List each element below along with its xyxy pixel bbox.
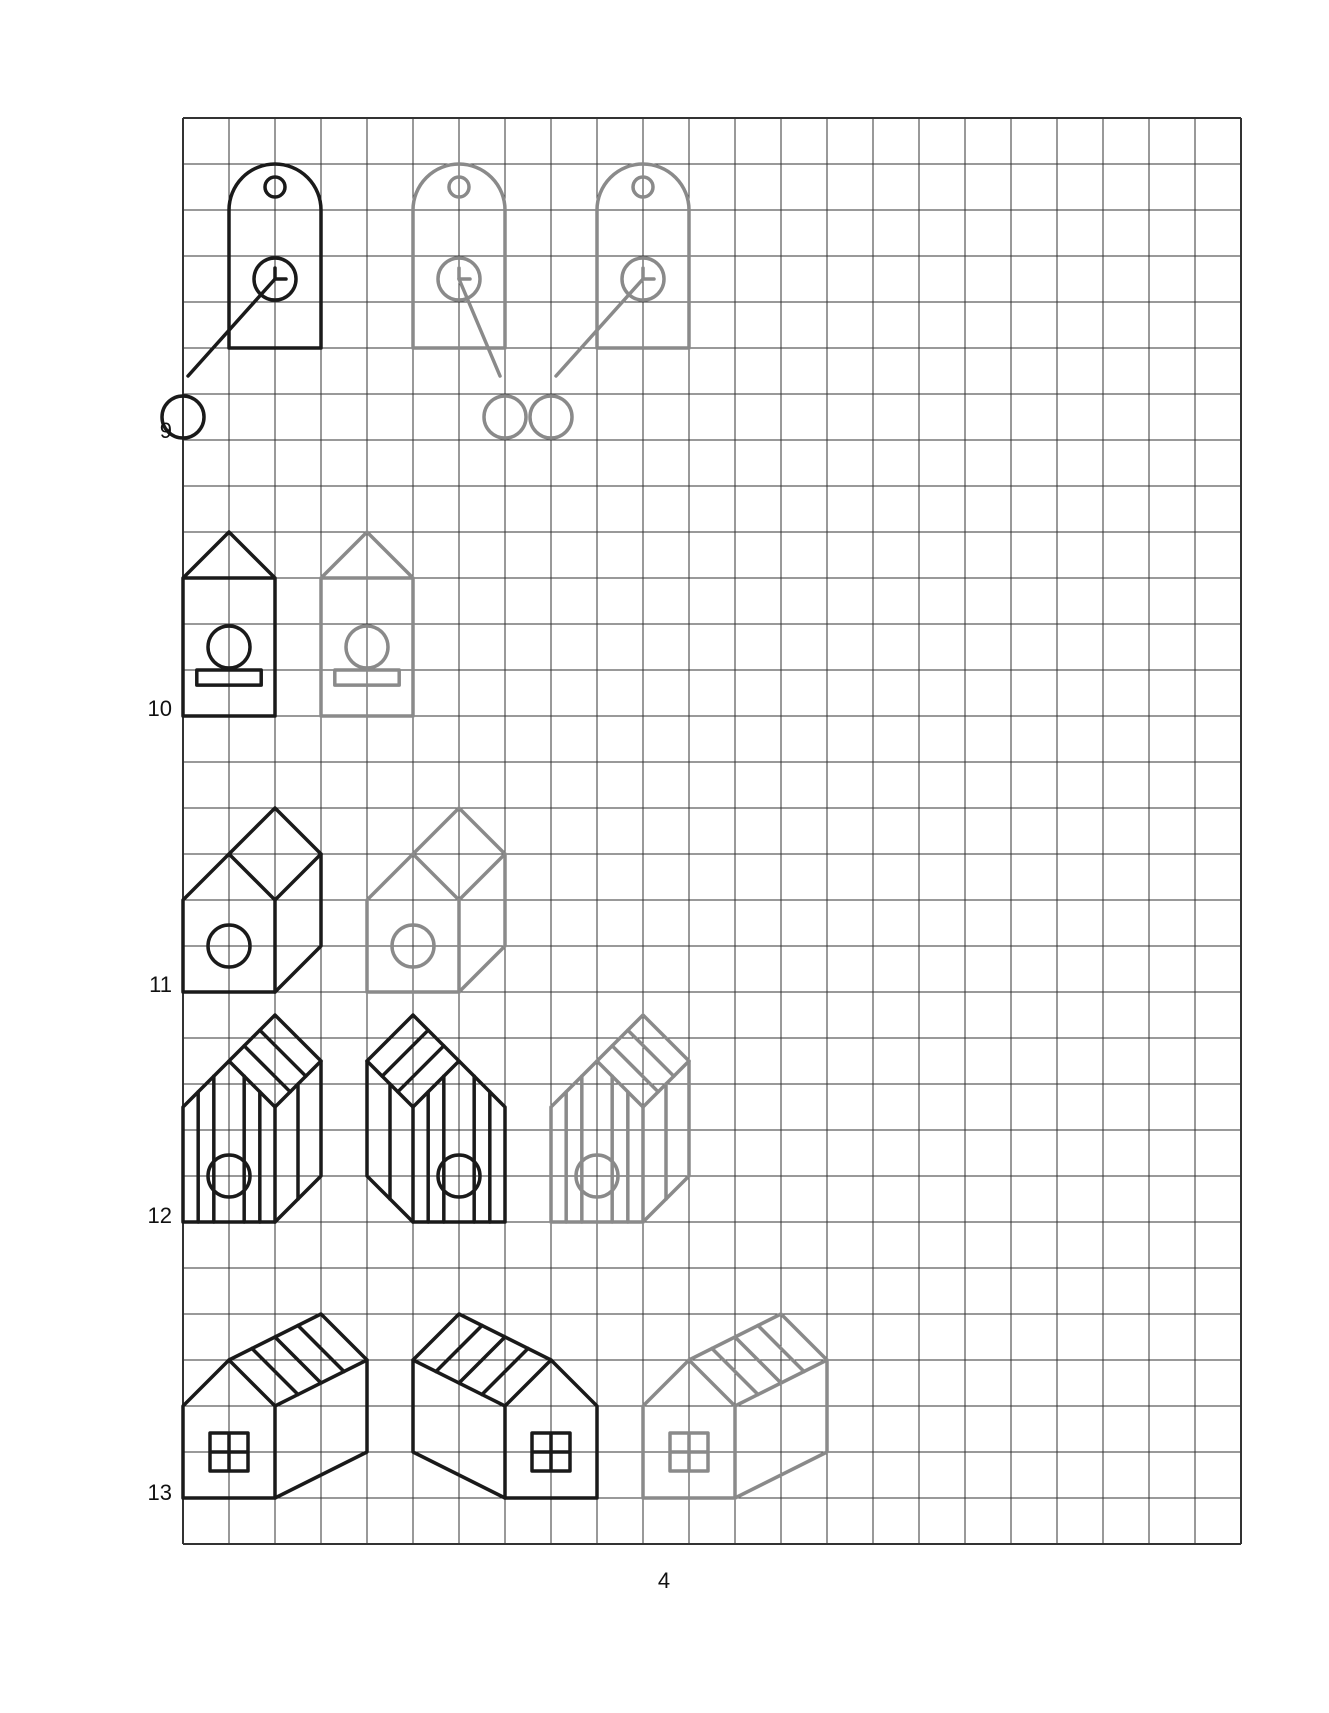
row-label-11: 11 xyxy=(149,972,172,997)
page-number: 4 xyxy=(657,1568,671,1593)
row-label-13: 13 xyxy=(147,1480,172,1505)
drawings xyxy=(162,164,827,1498)
clock-guide-1 xyxy=(413,164,526,438)
striped-hut-guide xyxy=(551,1015,689,1222)
striped-hut-sample-2 xyxy=(367,1015,505,1222)
clock-sample xyxy=(162,164,321,438)
row-label-10: 10 xyxy=(147,696,172,721)
striped-hut-sample-1 xyxy=(183,1015,321,1222)
clock-guide-2 xyxy=(530,164,689,438)
row-label-12: 12 xyxy=(147,1203,172,1228)
grid-lines xyxy=(183,118,1241,1544)
row-label-9: 9 xyxy=(159,418,172,443)
